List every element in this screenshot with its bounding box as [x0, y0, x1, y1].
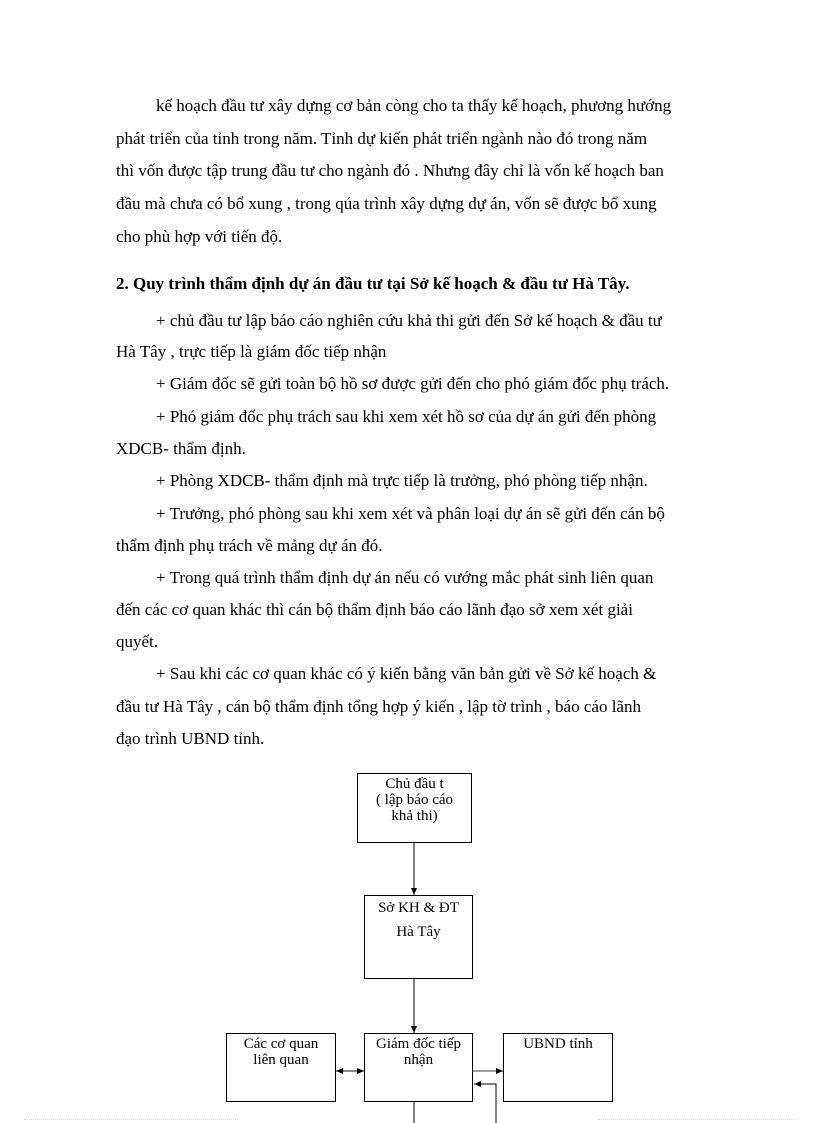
text-line: đạo trình UBND tỉnh.	[116, 729, 265, 748]
text-line: + Trong quá trình thẩm định dự án nếu có vướng mắc phát sinh liên quan	[156, 568, 654, 587]
text-line: kế hoạch đầu tư xây dựng cơ bản còng cho ta thấy kế hoạch, phương hướng	[156, 96, 672, 115]
text-line: đến các cơ quan khác thì cán bộ thẩm định báo cáo lãnh đạo sở xem xét giải	[116, 600, 633, 619]
box-investor-line: ( lập báo cáo	[375, 792, 454, 808]
box-director-line: nhận	[403, 1052, 434, 1068]
text-line: + Giám đốc sẽ gửi toàn bộ hồ sơ được gửi đến cho phó giám đốc phụ trách.	[156, 374, 670, 393]
page-edge-mark	[24, 1119, 238, 1120]
box-department-line: Hà Tây	[396, 924, 441, 940]
text-line: thì vốn được tập trung đầu tư cho ngành đó . Nhưng đây chỉ là vốn kế hoạch ban	[116, 161, 664, 180]
box-department	[364, 895, 473, 979]
box-committee-line: UBND tỉnh	[523, 1036, 593, 1052]
box-agencies-line: Các cơ quan	[243, 1036, 319, 1052]
section-heading: 2. Quy trình thẩm định dự án đầu tư tại Sở kế hoạch & đầu tư Hà Tây.	[116, 274, 630, 293]
page-edge-mark	[598, 1119, 794, 1120]
box-agencies-line: liên quan	[253, 1052, 309, 1068]
text-line: thẩm định phụ trách về mảng dự án đó.	[116, 536, 383, 555]
text-line: + chủ đầu tư lập báo cáo nghiên cứu khả thi gửi đến Sở kế hoạch & đầu tư	[156, 311, 662, 330]
text-line: + Sau khi các cơ quan khác có ý kiến bằng văn bản gửi về Sở kế hoạch &	[156, 664, 657, 683]
text-line: XDCB- thẩm định.	[116, 439, 246, 458]
box-director	[364, 1033, 473, 1102]
return-arrow-to-director	[474, 1084, 496, 1123]
text-line: + Phòng XDCB- thẩm định mà trực tiếp là trưởng, phó phòng tiếp nhận.	[156, 471, 648, 490]
text-line: đầu tư Hà Tây , cán bộ thẩm định tổng hợp ý kiến , lập tờ trình , báo cáo lãnh	[116, 697, 641, 716]
text-line: cho phù hợp với tiến độ.	[116, 227, 283, 246]
box-department-line: Sở KH & ĐT	[378, 900, 459, 916]
box-investor	[357, 773, 472, 843]
text-line: Hà Tây , trực tiếp là giám đốc tiếp nhận	[116, 342, 387, 361]
text-line: quyết.	[116, 632, 159, 651]
text-line: đầu mà chưa có bổ xung , trong qúa trình xây dựng dự án, vốn sẽ được bổ xung	[116, 194, 657, 213]
box-investor-line: Chủ đầu t	[385, 776, 444, 792]
box-related-agencies	[226, 1033, 336, 1102]
box-director-line: Giám đốc tiếp	[376, 1036, 461, 1052]
text-line: phát triển của tỉnh trong năm. Tỉnh dự kiến phát triển ngành nào đó trong năm	[116, 129, 648, 148]
box-peoples-committee	[503, 1033, 613, 1102]
text-line: + Trưởng, phó phòng sau khi xem xét và phân loại dự án sẽ gửi đến cán bộ	[156, 504, 665, 523]
text-line: + Phó giám đốc phụ trách sau khi xem xét hồ sơ của dự án gửi đến phòng	[156, 407, 657, 426]
box-investor-line: khả thi)	[391, 808, 438, 824]
